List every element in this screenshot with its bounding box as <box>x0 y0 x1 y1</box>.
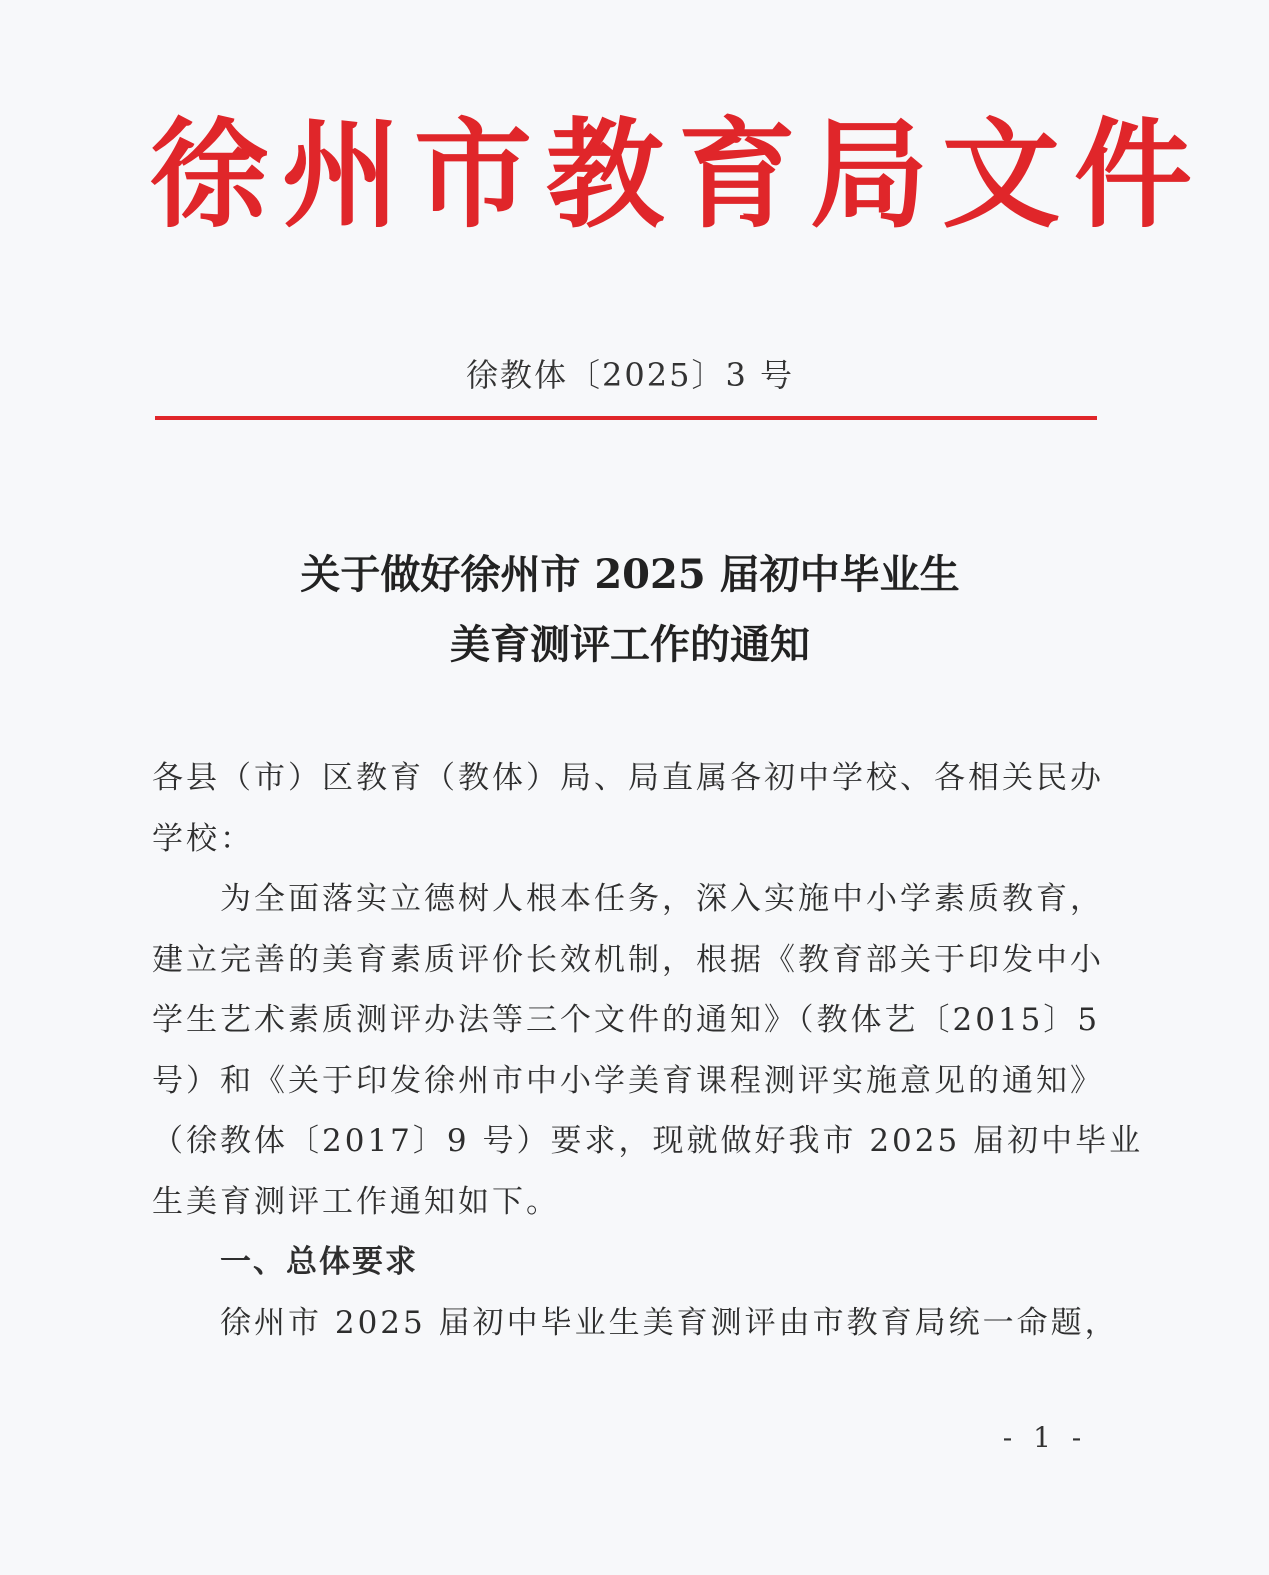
body-line: 建立完善的美育素质评价长效机制，根据《教育部关于印发中小 <box>152 941 1104 978</box>
organization-header: 徐州市教育局文件 <box>150 105 1207 244</box>
document-number: 徐教体〔2025〕3 号 <box>466 356 794 394</box>
body-line: 徐州市 2025 届初中毕业生美育测评由市教育局统一命题， <box>220 1304 1119 1341</box>
red-divider-line <box>155 416 1097 420</box>
title-line-2: 美育测评工作的通知 <box>450 621 810 668</box>
document-title <box>150 540 1110 680</box>
body-line: （徐教体〔2017〕9 号）要求，现就做好我市 2025 届初中毕业 <box>152 1123 1144 1159</box>
body-line: 号）和《关于印发徐州市中小学美育课程测评实施意见的通知》 <box>152 1062 1104 1099</box>
section-heading: 一、总体要求 <box>220 1244 418 1280</box>
page-number: - 1 - <box>1002 1421 1088 1454</box>
body-line: 生美育测评工作通知如下。 <box>152 1183 560 1220</box>
body-line: 各县（市）区教育（教体）局、局直属各初中学校、各相关民办 <box>152 760 1104 796</box>
document-body <box>152 748 1144 1353</box>
body-line: 为全面落实立德树人根本任务，深入实施中小学素质教育， <box>220 881 1104 917</box>
body-line: 学生艺术素质测评办法等三个文件的通知》（教体艺〔2015〕5 <box>152 1002 1101 1038</box>
body-line: 学校： <box>152 820 254 857</box>
title-line-1: 关于做好徐州市 2025 届初中毕业生 <box>300 551 960 598</box>
